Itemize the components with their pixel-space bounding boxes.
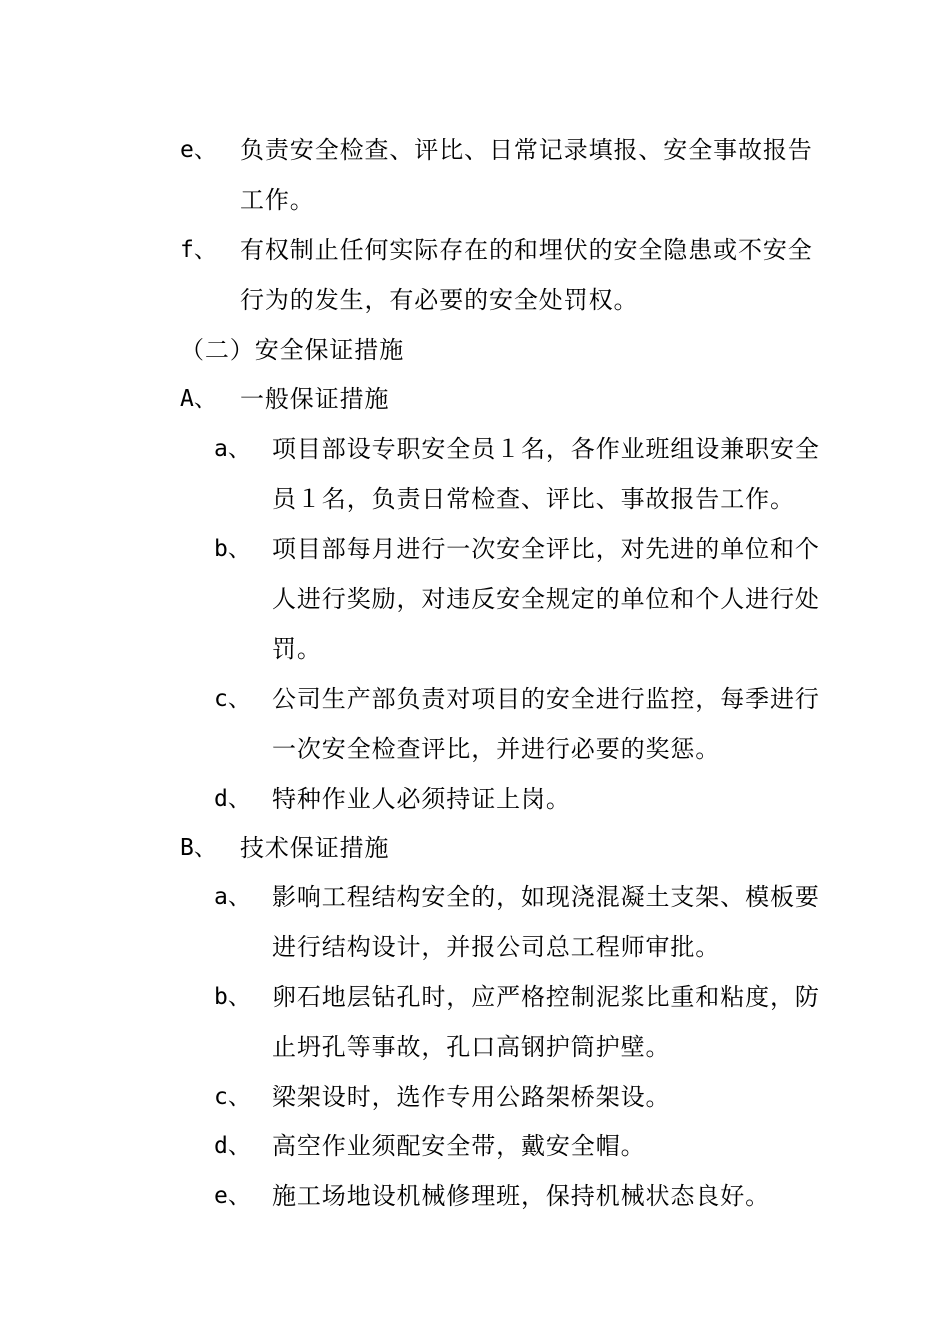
- group-a-item-c-marker: c、: [214, 686, 251, 712]
- group-a-title: 一般保证措施: [240, 385, 390, 413]
- item-e-marker: e、: [180, 137, 217, 163]
- group-a-item-d-line-1: 特种作业人必须持证上岗。: [272, 785, 571, 813]
- group-a-item-b-line-1: 项目部每月进行一次安全评比，对先进的单位和个: [272, 535, 820, 563]
- group-a-item-a-line-2: 员１名，负责日常检查、评比、事故报告工作。: [272, 485, 795, 513]
- item-f-line-2: 行为的发生，有必要的安全处罚权。: [240, 286, 639, 314]
- item-e-line-1: 负责安全检查、评比、日常记录填报、安全事故报告: [240, 136, 813, 164]
- group-a-item-a-line-1: 项目部设专职安全员１名，各作业班组设兼职安全: [272, 435, 820, 463]
- section-heading: （二）安全保证措施: [180, 336, 405, 364]
- group-b-marker: B、: [180, 835, 217, 861]
- group-b-item-c-line-1: 梁架设时，选作专用公路架桥架设。: [272, 1083, 671, 1111]
- group-b-title: 技术保证措施: [240, 834, 390, 862]
- group-a-item-b-line-2: 人进行奖励，对违反安全规定的单位和个人进行处: [272, 585, 820, 613]
- item-e-line-2: 工作。: [240, 186, 315, 214]
- group-a-item-a-marker: a、: [214, 436, 251, 462]
- group-a-item-b-line-3: 罚。: [272, 635, 322, 663]
- group-a-marker: A、: [180, 386, 217, 412]
- group-b-item-a-marker: a、: [214, 884, 251, 910]
- group-a-item-c-line-2: 一次安全检查评比，并进行必要的奖惩。: [272, 735, 721, 763]
- group-b-item-c-marker: c、: [214, 1084, 251, 1110]
- item-f-marker: f、: [180, 237, 217, 263]
- group-b-item-b-marker: b、: [214, 984, 251, 1010]
- group-b-item-d-marker: d、: [214, 1133, 251, 1159]
- group-b-item-b-line-1: 卵石地层钻孔时，应严格控制泥浆比重和粘度，防: [272, 983, 820, 1011]
- group-b-item-e-marker: e、: [214, 1183, 251, 1209]
- group-b-item-b-line-2: 止坍孔等事故，孔口高钢护筒护壁。: [272, 1033, 671, 1061]
- group-b-item-d-line-1: 高空作业须配安全带，戴安全帽。: [272, 1132, 646, 1160]
- group-b-item-a-line-1: 影响工程结构安全的，如现浇混凝土支架、模板要: [272, 883, 820, 911]
- item-f-line-1: 有权制止任何实际存在的和埋伏的安全隐患或不安全: [240, 236, 813, 264]
- group-b-item-e-line-1: 施工场地设机械修理班，保持机械状态良好。: [272, 1182, 770, 1210]
- group-a-item-d-marker: d、: [214, 786, 251, 812]
- group-a-item-c-line-1: 公司生产部负责对项目的安全进行监控，每季进行: [272, 685, 820, 713]
- group-b-item-a-line-2: 进行结构设计，并报公司总工程师审批。: [272, 933, 721, 961]
- group-a-item-b-marker: b、: [214, 536, 251, 562]
